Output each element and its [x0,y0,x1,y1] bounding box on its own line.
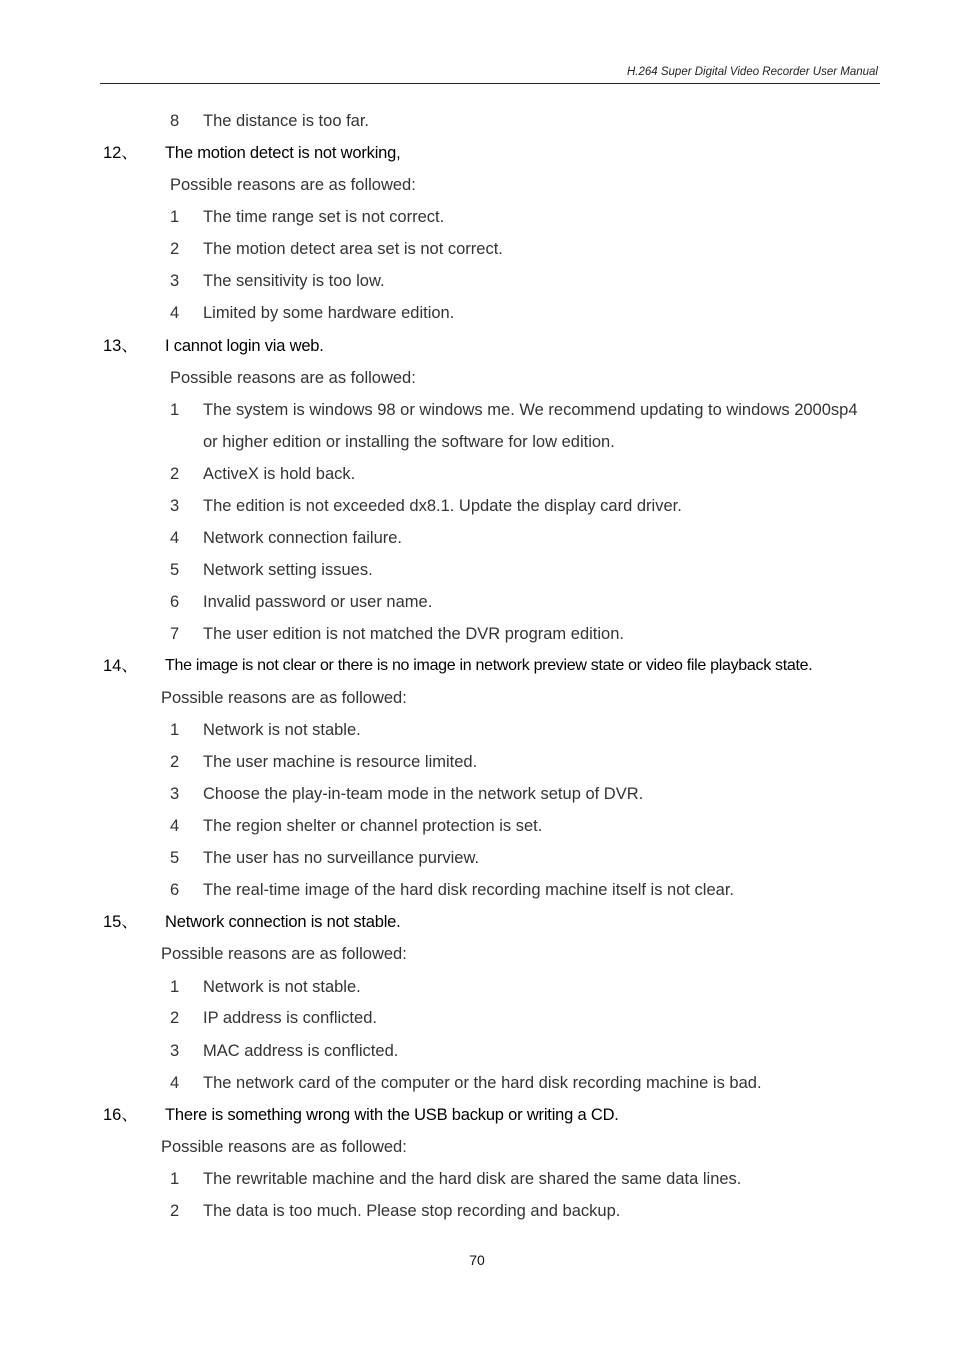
item-text: The user has no surveillance purview. [203,849,480,867]
item-number: 3 [170,497,180,515]
item-text: The user machine is resource limited. [203,753,478,771]
item-number: 2 [170,1202,180,1220]
item-number: 8 [170,112,180,130]
item-number: 6 [170,881,180,899]
item-text: The system is windows 98 or windows me. We recommend updating to windows 2000sp4 [203,401,858,419]
item-text: The edition is not exceeded dx8.1. Update the display card driver. [203,497,682,515]
item-number: 4 [170,817,180,835]
item-text: The distance is too far. [203,112,370,130]
item-number: 5 [170,561,180,579]
item-number: 2 [170,1009,180,1027]
page-number: 70 [469,1252,485,1268]
item-text: MAC address is conflicted. [203,1042,399,1060]
item-text: Network is not stable. [203,978,361,996]
item-text: Network is not stable. [203,721,361,739]
section-title: The motion detect is not working, [165,144,401,162]
item-number: 2 [170,465,180,483]
section-number: 13、 [103,337,138,355]
section-number: 14、 [103,657,138,675]
item-number: 1 [170,1170,180,1188]
item-text: The time range set is not correct. [203,208,445,226]
item-text: Limited by some hardware edition. [203,304,455,322]
section-number: 12、 [103,144,138,162]
item-text: ActiveX is hold back. [203,465,356,483]
item-number: 2 [170,753,180,771]
item-text: The user edition is not matched the DVR program edition. [203,625,624,643]
section-title: Network connection is not stable. [165,913,401,931]
item-number: 4 [170,529,180,547]
item-number: 7 [170,625,180,643]
item-number: 1 [170,721,180,739]
section-title: The image is not clear or there is no image in network preview state or video file playback state. [165,657,813,674]
section-number: 16、 [103,1106,138,1124]
item-text: Invalid password or user name. [203,593,433,611]
item-number: 1 [170,978,180,996]
item-number: 1 [170,401,180,419]
item-text: IP address is conflicted. [203,1009,377,1027]
header-title: H.264 Super Digital Video Recorder User Manual [626,66,878,78]
item-text: Network setting issues. [203,561,373,579]
item-text: The motion detect area set is not correct. [203,240,503,258]
item-text: The data is too much. Please stop recording and backup. [203,1202,621,1220]
item-text: The network card of the computer or the hard disk recording machine is bad. [203,1074,762,1092]
item-text: Network connection failure. [203,529,403,547]
item-number: 6 [170,593,180,611]
item-text: or higher edition or installing the software for low edition. [203,433,615,451]
item-text: The region shelter or channel protection is set. [203,817,543,835]
item-number: 4 [170,304,180,322]
item-number: 3 [170,272,180,290]
item-text: The rewritable machine and the hard disk are shared the same data lines. [203,1170,742,1188]
item-number: 5 [170,849,180,867]
item-number: 3 [170,785,180,803]
item-text: The sensitivity is too low. [203,272,385,290]
item-text: The real-time image of the hard disk recording machine itself is not clear. [203,881,734,899]
item-number: 1 [170,208,180,226]
section-title: I cannot login via web. [165,337,324,355]
header-rule [100,83,880,84]
item-number: 2 [170,240,180,258]
item-number: 4 [170,1074,180,1092]
item-text: Choose the play-in-team mode in the network setup of DVR. [203,785,644,803]
section-title: There is something wrong with the USB backup or writing a CD. [165,1106,619,1124]
item-number: 3 [170,1042,180,1060]
section-number: 15、 [103,913,138,931]
